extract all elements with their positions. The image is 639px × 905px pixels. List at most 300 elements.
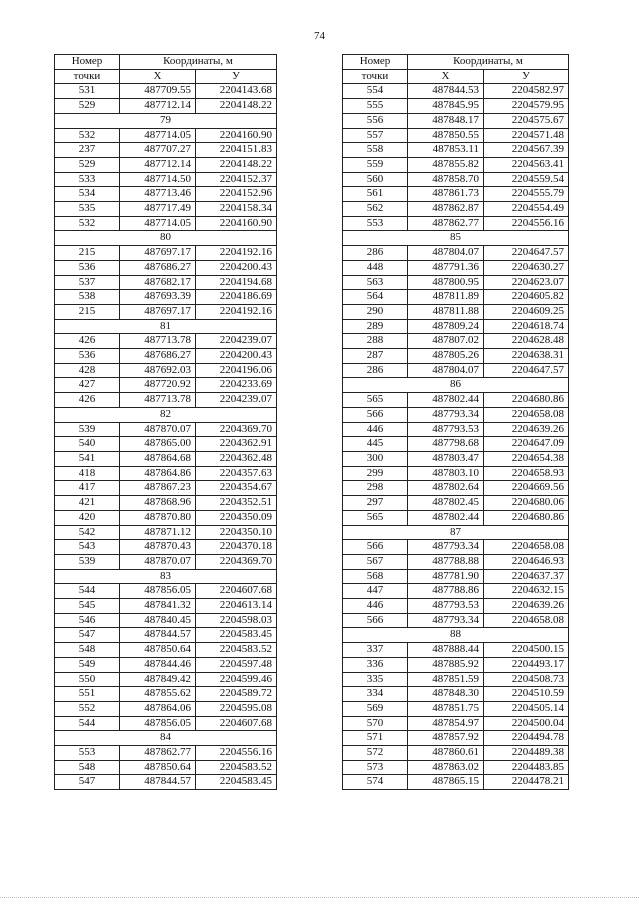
object-number-cell: 80 <box>55 231 277 246</box>
y-coordinate-cell: 2204370.18 <box>196 540 277 555</box>
table-row <box>55 304 277 319</box>
y-coordinate-cell: 2204192.16 <box>196 246 277 261</box>
header-point-number: Номер <box>343 55 408 70</box>
table-row <box>343 172 569 187</box>
table-row <box>343 451 569 466</box>
y-coordinate-cell: 2204632.15 <box>484 584 569 599</box>
y-coordinate-cell: 2204639.26 <box>484 422 569 437</box>
point-number-cell: 548 <box>55 643 120 658</box>
y-coordinate-cell: 2204628.48 <box>484 334 569 349</box>
x-coordinate-cell: 487709.55 <box>120 84 196 99</box>
point-number-cell: 568 <box>343 569 408 584</box>
x-coordinate-cell: 487793.53 <box>408 422 484 437</box>
point-number-cell: 559 <box>343 157 408 172</box>
table-row <box>55 510 277 525</box>
table-row <box>55 760 277 775</box>
header-coordinates: Координаты, м <box>408 55 569 70</box>
x-coordinate-cell: 487848.30 <box>408 687 484 702</box>
table-row <box>55 172 277 187</box>
x-coordinate-cell: 487848.17 <box>408 113 484 128</box>
x-coordinate-cell: 487863.02 <box>408 760 484 775</box>
x-coordinate-cell: 487855.62 <box>120 687 196 702</box>
table-row <box>343 407 569 422</box>
table-row <box>343 510 569 525</box>
table-row <box>55 216 277 231</box>
x-coordinate-cell: 487870.07 <box>120 554 196 569</box>
x-coordinate-cell: 487788.86 <box>408 584 484 599</box>
y-coordinate-cell: 2204148.22 <box>196 157 277 172</box>
point-number-cell: 546 <box>55 613 120 628</box>
point-number-cell: 447 <box>343 584 408 599</box>
object-number-cell: 88 <box>343 628 569 643</box>
y-coordinate-cell: 2204350.10 <box>196 525 277 540</box>
point-number-cell: 541 <box>55 451 120 466</box>
table-row <box>343 554 569 569</box>
object-group-row <box>343 628 569 643</box>
x-coordinate-cell: 487865.00 <box>120 437 196 452</box>
point-number-cell: 569 <box>343 701 408 716</box>
coordinates-table-right <box>342 54 569 790</box>
point-number-cell: 562 <box>343 202 408 217</box>
x-coordinate-cell: 487791.36 <box>408 260 484 275</box>
table-row <box>343 290 569 305</box>
x-coordinate-cell: 487713.78 <box>120 334 196 349</box>
y-coordinate-cell: 2204200.43 <box>196 349 277 364</box>
y-coordinate-cell: 2204160.90 <box>196 128 277 143</box>
x-coordinate-cell: 487870.80 <box>120 510 196 525</box>
point-number-cell: 553 <box>343 216 408 231</box>
x-coordinate-cell: 487697.17 <box>120 246 196 261</box>
y-coordinate-cell: 2204158.34 <box>196 202 277 217</box>
object-group-row <box>55 569 277 584</box>
point-number-cell: 566 <box>343 407 408 422</box>
table-row <box>343 643 569 658</box>
table-row <box>55 584 277 599</box>
x-coordinate-cell: 487862.87 <box>408 202 484 217</box>
point-number-cell: 572 <box>343 746 408 761</box>
table-row <box>343 775 569 790</box>
header-coordinates: Координаты, м <box>120 55 277 70</box>
y-coordinate-cell: 2204583.52 <box>196 760 277 775</box>
x-coordinate-cell: 487850.55 <box>408 128 484 143</box>
point-number-cell: 536 <box>55 349 120 364</box>
y-coordinate-cell: 2204148.22 <box>196 99 277 114</box>
point-number-cell: 290 <box>343 304 408 319</box>
point-number-cell: 237 <box>55 143 120 158</box>
y-coordinate-cell: 2204647.57 <box>484 363 569 378</box>
x-coordinate-cell: 487868.96 <box>120 496 196 511</box>
object-number-cell: 82 <box>55 407 277 422</box>
y-coordinate-cell: 2204669.56 <box>484 481 569 496</box>
table-row <box>55 334 277 349</box>
point-number-cell: 547 <box>55 775 120 790</box>
point-number-cell: 561 <box>343 187 408 202</box>
point-number-cell: 532 <box>55 216 120 231</box>
y-coordinate-cell: 2204478.21 <box>484 775 569 790</box>
x-coordinate-cell: 487714.50 <box>120 172 196 187</box>
x-coordinate-cell: 487851.59 <box>408 672 484 687</box>
y-coordinate-cell: 2204194.68 <box>196 275 277 290</box>
x-coordinate-cell: 487841.32 <box>120 599 196 614</box>
point-number-cell: 299 <box>343 466 408 481</box>
y-coordinate-cell: 2204605.82 <box>484 290 569 305</box>
x-coordinate-cell: 487807.02 <box>408 334 484 349</box>
object-group-row <box>343 231 569 246</box>
table-row <box>55 554 277 569</box>
x-coordinate-cell: 487861.73 <box>408 187 484 202</box>
page-number: 74 <box>314 30 325 42</box>
x-coordinate-cell: 487714.05 <box>120 128 196 143</box>
x-coordinate-cell: 487888.44 <box>408 643 484 658</box>
x-coordinate-cell: 487788.88 <box>408 554 484 569</box>
y-coordinate-cell: 2204362.91 <box>196 437 277 452</box>
point-number-cell: 563 <box>343 275 408 290</box>
y-coordinate-cell: 2204510.59 <box>484 687 569 702</box>
table-row <box>343 99 569 114</box>
table-row <box>343 128 569 143</box>
table-row <box>343 260 569 275</box>
point-number-cell: 446 <box>343 422 408 437</box>
x-coordinate-cell: 487844.46 <box>120 657 196 672</box>
y-coordinate-cell: 2204559.54 <box>484 172 569 187</box>
point-number-cell: 558 <box>343 143 408 158</box>
table-row <box>55 746 277 761</box>
point-number-cell: 553 <box>55 746 120 761</box>
table-row <box>343 716 569 731</box>
header-x: X <box>120 69 196 84</box>
table-row <box>55 716 277 731</box>
x-coordinate-cell: 487793.34 <box>408 613 484 628</box>
object-number-cell: 85 <box>343 231 569 246</box>
object-group-row <box>55 231 277 246</box>
point-number-cell: 297 <box>343 496 408 511</box>
y-coordinate-cell: 2204556.16 <box>484 216 569 231</box>
object-number-cell: 84 <box>55 731 277 746</box>
x-coordinate-cell: 487802.44 <box>408 393 484 408</box>
point-number-cell: 421 <box>55 496 120 511</box>
point-number-cell: 539 <box>55 422 120 437</box>
point-number-cell: 335 <box>343 672 408 687</box>
point-number-cell: 555 <box>343 99 408 114</box>
point-number-cell: 564 <box>343 290 408 305</box>
y-coordinate-cell: 2204658.08 <box>484 540 569 555</box>
point-number-cell: 544 <box>55 584 120 599</box>
table-row <box>55 363 277 378</box>
point-number-cell: 566 <box>343 540 408 555</box>
table-row <box>55 437 277 452</box>
table-row <box>55 451 277 466</box>
y-coordinate-cell: 2204680.86 <box>484 510 569 525</box>
y-coordinate-cell: 2204563.41 <box>484 157 569 172</box>
table-row <box>343 599 569 614</box>
x-coordinate-cell: 487802.64 <box>408 481 484 496</box>
table-row <box>55 157 277 172</box>
y-coordinate-cell: 2204196.06 <box>196 363 277 378</box>
x-coordinate-cell: 487804.07 <box>408 246 484 261</box>
table-row <box>55 613 277 628</box>
table-row <box>343 569 569 584</box>
point-number-cell: 567 <box>343 554 408 569</box>
y-coordinate-cell: 2204494.78 <box>484 731 569 746</box>
point-number-cell: 574 <box>343 775 408 790</box>
point-number-cell: 336 <box>343 657 408 672</box>
header-x: X <box>408 69 484 84</box>
point-number-cell: 289 <box>343 319 408 334</box>
y-coordinate-cell: 2204571.48 <box>484 128 569 143</box>
object-group-row <box>55 319 277 334</box>
table-row <box>343 363 569 378</box>
object-number-cell: 79 <box>55 113 277 128</box>
table-row <box>55 525 277 540</box>
y-coordinate-cell: 2204350.09 <box>196 510 277 525</box>
y-coordinate-cell: 2204489.38 <box>484 746 569 761</box>
x-coordinate-cell: 487850.64 <box>120 760 196 775</box>
point-number-cell: 529 <box>55 99 120 114</box>
y-coordinate-cell: 2204143.68 <box>196 84 277 99</box>
table-row <box>55 628 277 643</box>
x-coordinate-cell: 487686.27 <box>120 349 196 364</box>
point-number-cell: 573 <box>343 760 408 775</box>
y-coordinate-cell: 2204555.79 <box>484 187 569 202</box>
x-coordinate-cell: 487871.12 <box>120 525 196 540</box>
point-number-cell: 445 <box>343 437 408 452</box>
point-number-cell: 556 <box>343 113 408 128</box>
x-coordinate-cell: 487865.15 <box>408 775 484 790</box>
header-y: У <box>484 69 569 84</box>
x-coordinate-cell: 487853.11 <box>408 143 484 158</box>
x-coordinate-cell: 487682.17 <box>120 275 196 290</box>
point-number-cell: 548 <box>55 760 120 775</box>
point-number-cell: 446 <box>343 599 408 614</box>
x-coordinate-cell: 487845.95 <box>408 99 484 114</box>
table-row <box>55 99 277 114</box>
table-row <box>343 246 569 261</box>
x-coordinate-cell: 487697.17 <box>120 304 196 319</box>
x-coordinate-cell: 487885.92 <box>408 657 484 672</box>
x-coordinate-cell: 487693.39 <box>120 290 196 305</box>
point-number-cell: 287 <box>343 349 408 364</box>
y-coordinate-cell: 2204647.09 <box>484 437 569 452</box>
x-coordinate-cell: 487844.57 <box>120 628 196 643</box>
y-coordinate-cell: 2204607.68 <box>196 584 277 599</box>
point-number-cell: 534 <box>55 187 120 202</box>
x-coordinate-cell: 487858.70 <box>408 172 484 187</box>
point-number-cell: 560 <box>343 172 408 187</box>
table-row <box>343 304 569 319</box>
y-coordinate-cell: 2204583.45 <box>196 628 277 643</box>
table-row <box>55 84 277 99</box>
y-coordinate-cell: 2204239.07 <box>196 393 277 408</box>
x-coordinate-cell: 487860.61 <box>408 746 484 761</box>
x-coordinate-cell: 487855.82 <box>408 157 484 172</box>
table-row <box>343 687 569 702</box>
point-number-cell: 334 <box>343 687 408 702</box>
x-coordinate-cell: 487804.07 <box>408 363 484 378</box>
y-coordinate-cell: 2204680.86 <box>484 393 569 408</box>
x-coordinate-cell: 487867.23 <box>120 481 196 496</box>
y-coordinate-cell: 2204233.69 <box>196 378 277 393</box>
y-coordinate-cell: 2204505.14 <box>484 701 569 716</box>
point-number-cell: 427 <box>55 378 120 393</box>
point-number-cell: 547 <box>55 628 120 643</box>
x-coordinate-cell: 487712.14 <box>120 99 196 114</box>
y-coordinate-cell: 2204362.48 <box>196 451 277 466</box>
table-row <box>343 760 569 775</box>
y-coordinate-cell: 2204595.08 <box>196 701 277 716</box>
x-coordinate-cell: 487862.77 <box>408 216 484 231</box>
y-coordinate-cell: 2204369.70 <box>196 422 277 437</box>
x-coordinate-cell: 487713.78 <box>120 393 196 408</box>
y-coordinate-cell: 2204575.67 <box>484 113 569 128</box>
y-coordinate-cell: 2204613.14 <box>196 599 277 614</box>
point-number-cell: 337 <box>343 643 408 658</box>
table-row <box>343 202 569 217</box>
table-row <box>55 599 277 614</box>
y-coordinate-cell: 2204500.04 <box>484 716 569 731</box>
y-coordinate-cell: 2204639.26 <box>484 599 569 614</box>
point-number-cell: 428 <box>55 363 120 378</box>
table-row <box>55 466 277 481</box>
x-coordinate-cell: 487857.92 <box>408 731 484 746</box>
table-body-right <box>343 84 569 790</box>
point-number-cell: 286 <box>343 363 408 378</box>
table-row <box>343 496 569 511</box>
table-row <box>343 701 569 716</box>
x-coordinate-cell: 487840.45 <box>120 613 196 628</box>
y-coordinate-cell: 2204658.93 <box>484 466 569 481</box>
y-coordinate-cell: 2204583.45 <box>196 775 277 790</box>
point-number-cell: 418 <box>55 466 120 481</box>
table-row <box>55 260 277 275</box>
y-coordinate-cell: 2204508.73 <box>484 672 569 687</box>
x-coordinate-cell: 487805.26 <box>408 349 484 364</box>
y-coordinate-cell: 2204680.06 <box>484 496 569 511</box>
point-number-cell: 529 <box>55 157 120 172</box>
table-row <box>343 157 569 172</box>
table-row <box>343 746 569 761</box>
object-number-cell: 81 <box>55 319 277 334</box>
point-number-cell: 551 <box>55 687 120 702</box>
y-coordinate-cell: 2204582.97 <box>484 84 569 99</box>
x-coordinate-cell: 487870.07 <box>120 422 196 437</box>
y-coordinate-cell: 2204369.70 <box>196 554 277 569</box>
table-row <box>55 701 277 716</box>
x-coordinate-cell: 487793.53 <box>408 599 484 614</box>
point-number-cell: 286 <box>343 246 408 261</box>
point-number-cell: 537 <box>55 275 120 290</box>
x-coordinate-cell: 487844.57 <box>120 775 196 790</box>
y-coordinate-cell: 2204654.38 <box>484 451 569 466</box>
table-row <box>55 481 277 496</box>
table-row <box>343 334 569 349</box>
y-coordinate-cell: 2204623.07 <box>484 275 569 290</box>
y-coordinate-cell: 2204556.16 <box>196 746 277 761</box>
table-row <box>55 246 277 261</box>
table-row <box>343 143 569 158</box>
table-row <box>55 378 277 393</box>
table-row <box>55 393 277 408</box>
point-number-cell: 426 <box>55 393 120 408</box>
point-number-cell: 565 <box>343 393 408 408</box>
point-number-cell: 300 <box>343 451 408 466</box>
y-coordinate-cell: 2204638.31 <box>484 349 569 364</box>
table-row <box>343 84 569 99</box>
x-coordinate-cell: 487713.46 <box>120 187 196 202</box>
table-row <box>55 143 277 158</box>
object-group-row <box>55 113 277 128</box>
point-number-cell: 550 <box>55 672 120 687</box>
x-coordinate-cell: 487781.90 <box>408 569 484 584</box>
table-row <box>343 422 569 437</box>
x-coordinate-cell: 487802.45 <box>408 496 484 511</box>
x-coordinate-cell: 487803.47 <box>408 451 484 466</box>
object-group-row <box>55 407 277 422</box>
table-row <box>343 393 569 408</box>
table-row <box>343 584 569 599</box>
table-row <box>343 672 569 687</box>
x-coordinate-cell: 487856.05 <box>120 716 196 731</box>
table-row <box>55 496 277 511</box>
object-group-row <box>55 731 277 746</box>
point-number-cell: 554 <box>343 84 408 99</box>
table-row <box>343 275 569 290</box>
y-coordinate-cell: 2204554.49 <box>484 202 569 217</box>
point-number-cell: 566 <box>343 613 408 628</box>
x-coordinate-cell: 487864.06 <box>120 701 196 716</box>
x-coordinate-cell: 487800.95 <box>408 275 484 290</box>
table-body-left <box>55 84 277 790</box>
x-coordinate-cell: 487844.53 <box>408 84 484 99</box>
point-number-cell: 542 <box>55 525 120 540</box>
table-row <box>55 672 277 687</box>
y-coordinate-cell: 2204239.07 <box>196 334 277 349</box>
table-row <box>343 349 569 364</box>
x-coordinate-cell: 487686.27 <box>120 260 196 275</box>
y-coordinate-cell: 2204186.69 <box>196 290 277 305</box>
y-coordinate-cell: 2204658.08 <box>484 613 569 628</box>
point-number-cell: 543 <box>55 540 120 555</box>
point-number-cell: 557 <box>343 128 408 143</box>
coordinates-table-left <box>54 54 277 790</box>
point-number-cell: 536 <box>55 260 120 275</box>
x-coordinate-cell: 487707.27 <box>120 143 196 158</box>
x-coordinate-cell: 487803.10 <box>408 466 484 481</box>
x-coordinate-cell: 487793.34 <box>408 407 484 422</box>
table-row <box>343 113 569 128</box>
y-coordinate-cell: 2204151.83 <box>196 143 277 158</box>
bottom-rule <box>0 897 639 899</box>
table-row <box>343 437 569 452</box>
object-group-row <box>343 378 569 393</box>
point-number-cell: 426 <box>55 334 120 349</box>
y-coordinate-cell: 2204483.85 <box>484 760 569 775</box>
y-coordinate-cell: 2204583.52 <box>196 643 277 658</box>
point-number-cell: 215 <box>55 246 120 261</box>
table-row <box>55 422 277 437</box>
point-number-cell: 570 <box>343 716 408 731</box>
x-coordinate-cell: 487717.49 <box>120 202 196 217</box>
header-point-number-line2: точки <box>343 69 408 84</box>
point-number-cell: 532 <box>55 128 120 143</box>
table-row <box>55 540 277 555</box>
x-coordinate-cell: 487864.68 <box>120 451 196 466</box>
object-number-cell: 87 <box>343 525 569 540</box>
y-coordinate-cell: 2204352.51 <box>196 496 277 511</box>
table-row <box>55 349 277 364</box>
x-coordinate-cell: 487856.05 <box>120 584 196 599</box>
y-coordinate-cell: 2204354.67 <box>196 481 277 496</box>
object-number-cell: 83 <box>55 569 277 584</box>
